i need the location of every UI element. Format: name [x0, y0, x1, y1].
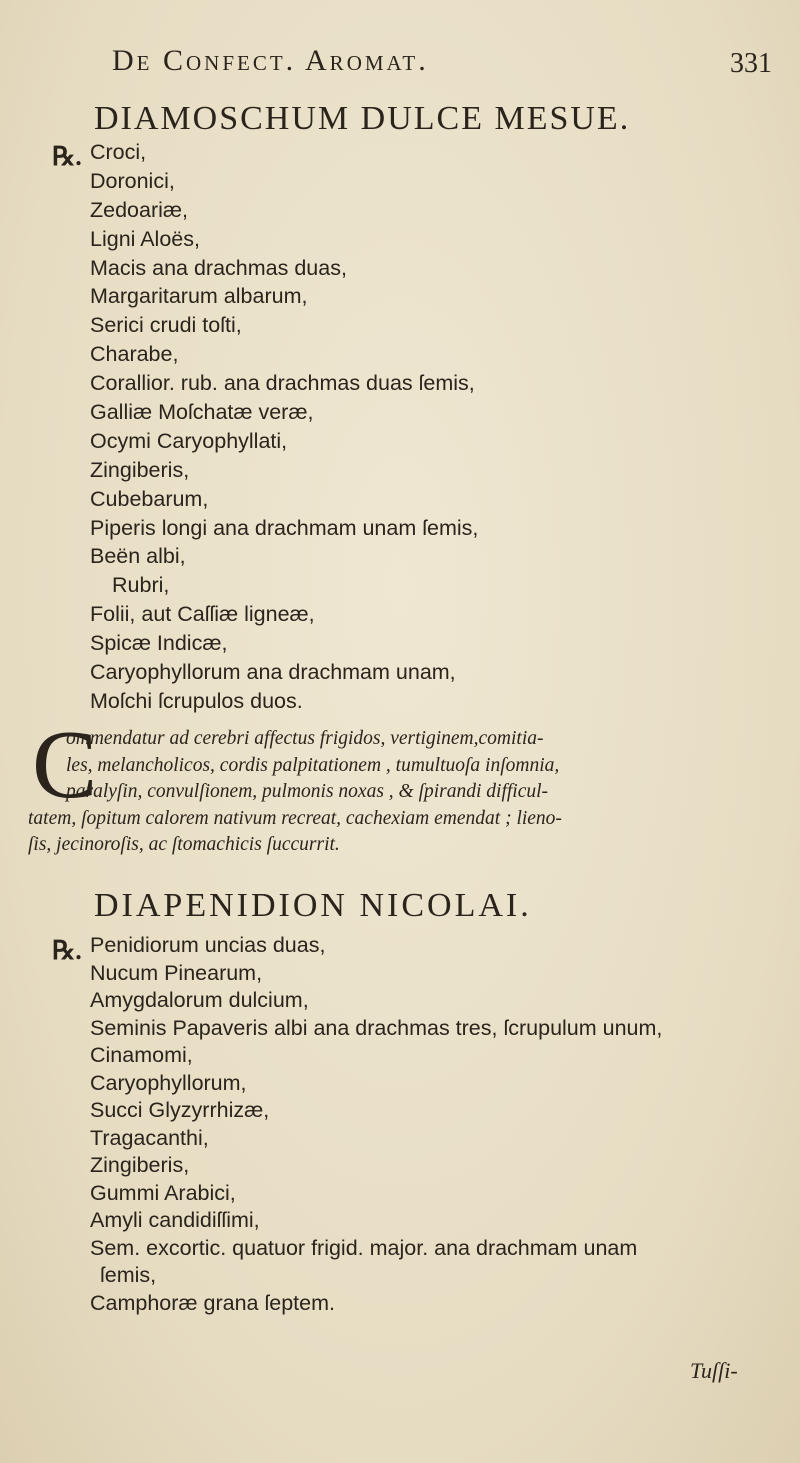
ingredient-line: Ocymi Caryophyllati,: [90, 428, 288, 453]
ingredient-list-diamoschum: [90, 138, 478, 716]
ingredient-line: Ligni Aloës,: [90, 226, 200, 251]
recipe-heading-diamoschum: DIAMOSCHUM DULCE MESUE.: [94, 100, 631, 137]
commentary-line: ſis, jecinoroſis, ac ſtomachicis ſuccurrit.: [28, 834, 340, 855]
ingredient-line: Cubebarum,: [90, 486, 209, 511]
ingredient-line: Tragacanthi,: [90, 1125, 209, 1150]
ingredient-line: Seminis Papaveris albi ana drachmas tres, ſcrupulum unum,: [90, 1015, 663, 1040]
ingredient-line: Gummi Arabici,: [90, 1180, 236, 1205]
page-number: 331: [730, 48, 772, 79]
ingredient-line: Caryophyllorum,: [90, 1070, 247, 1095]
ingredient-line: Amygdalorum dulcium,: [90, 988, 309, 1012]
ingredient-line: Galliæ Moſchatæ veræ,: [90, 400, 314, 425]
ingredient-line: Croci,: [90, 140, 147, 164]
catchword: Tuſſi-: [690, 1358, 738, 1383]
ingredient-line: Moſchi ſcrupulos duos.: [90, 688, 303, 713]
ingredient-line: Serici crudi toſti,: [90, 313, 242, 338]
drop-capital: C: [32, 711, 98, 819]
ingredient-line: ſemis,: [100, 1263, 157, 1287]
recipe-heading-diapenidion: DIAPENIDION NICOLAI.: [94, 887, 532, 924]
running-head-title: De Confect. Aromat.: [112, 44, 429, 77]
ingredient-line: Piperis longi ana drachmam unam ſemis,: [90, 515, 479, 540]
commentary-line: paralyſin, convulſionem, pulmonis noxas , & ſpirandi difficul-: [66, 781, 549, 802]
ingredient-line: Folii, aut Caſſiæ ligneæ,: [90, 602, 315, 627]
ingredient-line: Camphoræ grana ſeptem.: [90, 1290, 335, 1315]
ingredient-line: Macis ana drachmas duas,: [90, 255, 347, 280]
ingredient-list-diapenidion: [90, 932, 662, 1317]
ingredient-line: Sem. excortic. quatuor frigid. major. ana drachmam unam: [90, 1235, 638, 1260]
ingredient-line: Penidiorum uncias duas,: [90, 933, 326, 957]
ingredient-line: Zingiberis,: [90, 1153, 190, 1177]
ingredient-line: Nucum Pinearum,: [90, 960, 263, 985]
commentary-line: ommendatur ad cerebri affectus frigidos, vertiginem,comitia-: [66, 728, 544, 749]
commentary-line: les, melancholicos, cordis palpitationem , tumultuoſa inſomnia,: [66, 754, 560, 776]
recipe-symbol: ℞.: [52, 936, 82, 965]
ingredient-line: Caryophyllorum ana drachmam unam,: [90, 660, 456, 685]
ingredient-line: Doronici,: [90, 168, 175, 193]
recipe-symbol: ℞.: [52, 142, 82, 171]
ingredient-line: Succi Glyzyrrhizæ,: [90, 1098, 270, 1122]
ingredient-line: Rubri,: [112, 573, 170, 598]
commentary-text: [28, 726, 768, 859]
running-head: [112, 44, 772, 84]
ingredient-line: Zingiberis,: [90, 457, 190, 482]
ingredient-line: Beën albi,: [90, 544, 186, 569]
commentary-paragraph: [28, 711, 768, 855]
ingredient-line: Amyli candidiſſimi,: [90, 1208, 260, 1232]
ingredient-line: Charabe,: [90, 342, 179, 367]
ingredient-line: Margaritarum albarum,: [90, 284, 308, 309]
ingredient-line: Cinamomi,: [90, 1043, 193, 1067]
ingredient-line: Spicæ Indicæ,: [90, 631, 228, 656]
ingredient-line: Zedoariæ,: [90, 197, 188, 222]
ingredient-line: Corallior. rub. ana drachmas duas ſemis,: [90, 371, 475, 396]
commentary-line: tatem, ſopitum calorem nativum recreat, cachexiam emendat ; lieno-: [28, 807, 562, 829]
